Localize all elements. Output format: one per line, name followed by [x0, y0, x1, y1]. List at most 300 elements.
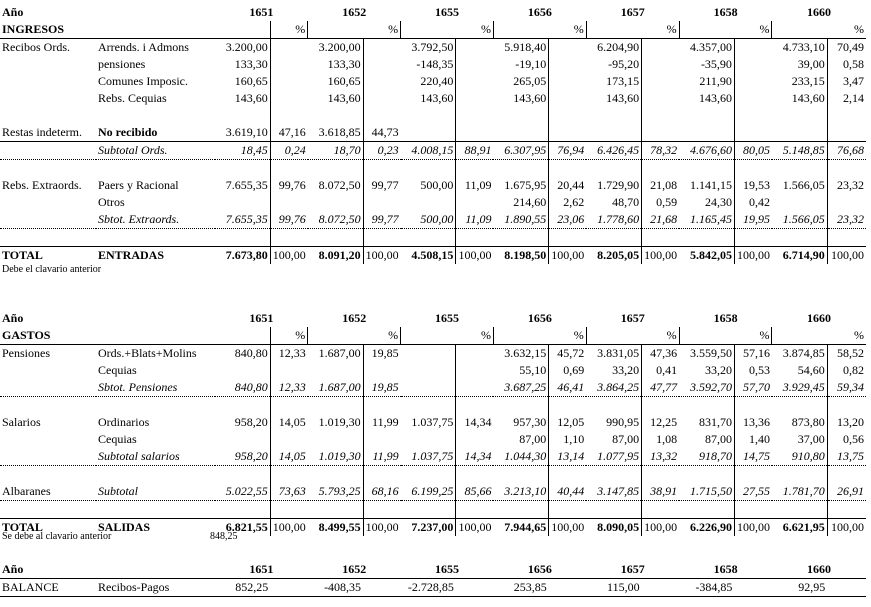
table-row: [0, 211, 866, 229]
balance-block: [0, 561, 866, 597]
pct-header: %: [363, 327, 401, 345]
gastos-note: Se debe al clavario anterior: [2, 531, 112, 542]
year-header: 1660: [806, 311, 831, 325]
percent-cell: 19,53: [734, 177, 772, 194]
amount-cell: 873,80: [791, 415, 825, 429]
percent-cell: [642, 466, 680, 484]
amount-cell: 5.842,05: [679, 247, 734, 265]
percent-cell: [363, 362, 401, 379]
percent-cell: 14,34: [456, 448, 494, 466]
amount-cell: [679, 160, 734, 178]
amount-cell: 214,60: [513, 195, 547, 209]
percent-cell: [363, 160, 401, 178]
row-label: Subtotal: [96, 483, 215, 501]
balance-year-row: [0, 561, 866, 579]
row-group-label: [0, 194, 96, 211]
amount-cell: 6.426,45: [586, 142, 641, 160]
percent-cell: [270, 160, 308, 178]
percent-cell: 88,91: [456, 142, 494, 160]
table-row: [0, 39, 866, 57]
amount-cell: [215, 107, 270, 124]
table-row: [0, 483, 866, 501]
percent-cell: 23,06: [549, 211, 587, 229]
percent-cell: [827, 501, 866, 519]
percent-cell: 0,59: [642, 194, 680, 211]
percent-cell: 14,05: [270, 414, 308, 431]
table-row: [0, 107, 866, 124]
percent-cell: 0,24: [270, 142, 308, 160]
amount-cell: 3.619,10: [215, 124, 270, 142]
amount-cell: 5.918,40: [504, 40, 547, 54]
percent-cell: [456, 90, 494, 107]
percent-cell: 19,95: [734, 211, 772, 229]
percent-cell: 19,85: [363, 345, 401, 363]
percent-cell: 23,32: [827, 177, 866, 194]
percent-cell: [363, 431, 401, 448]
amount-cell: 143,60: [420, 91, 454, 105]
amount-cell: 6.821,55: [215, 519, 270, 537]
table-row: [0, 397, 866, 415]
year-header: 1655: [435, 311, 460, 325]
amount-cell: 211,90: [699, 74, 732, 88]
percent-cell: 21,68: [642, 211, 680, 229]
percent-cell: [270, 397, 308, 415]
percent-cell: [456, 107, 494, 124]
percent-cell: [456, 160, 494, 178]
amount-cell: 1.044,30: [493, 448, 548, 466]
percent-cell: [270, 362, 308, 379]
percent-cell: 100,00: [456, 247, 494, 265]
table-row: [0, 56, 866, 73]
percent-cell: 0,23: [363, 142, 401, 160]
amount-cell: 3.592,70: [679, 379, 734, 397]
percent-cell: [827, 194, 866, 211]
percent-cell: [270, 39, 308, 57]
percent-cell: [642, 90, 680, 107]
table-row: [0, 431, 866, 448]
percent-cell: 13,32: [642, 448, 680, 466]
row-label: [96, 397, 215, 415]
amount-cell: 3.792,50: [411, 40, 454, 54]
amount-cell: 1.778,60: [586, 211, 641, 229]
percent-cell: [549, 501, 587, 519]
percent-cell: 100,00: [363, 247, 401, 265]
percent-cell: 100,00: [642, 519, 680, 537]
row-label: Comunes Imposic.: [97, 74, 188, 88]
amount-cell: [493, 160, 548, 178]
amount-cell: 87,00: [519, 432, 547, 446]
amount-cell: [772, 124, 827, 142]
row-group-label: [0, 56, 96, 73]
percent-cell: [734, 90, 772, 107]
balance-value: 253,85: [493, 579, 548, 597]
percent-cell: 14,75: [734, 448, 772, 466]
table-row: [0, 466, 866, 484]
pct-header: %: [642, 21, 680, 39]
amount-cell: 7.237,00: [401, 519, 456, 537]
table-row: [0, 448, 866, 466]
row-group-label: Pensiones: [2, 346, 50, 360]
percent-cell: 68,16: [363, 483, 401, 501]
amount-cell: [679, 124, 734, 142]
percent-cell: 100,00: [270, 519, 308, 537]
amount-cell: 840,80: [215, 379, 270, 397]
amount-cell: [679, 501, 734, 519]
row-group-label: [0, 379, 96, 397]
amount-cell: 3.632,15: [504, 346, 547, 360]
gastos-block: [0, 310, 866, 542]
amount-cell: [679, 466, 734, 484]
percent-cell: 40,44: [549, 483, 587, 501]
balance-row: [0, 579, 866, 597]
row-group-label: Albaranes: [0, 483, 96, 501]
percent-cell: 3,47: [827, 73, 866, 90]
gastos-section-row: [0, 327, 866, 345]
amount-cell: [493, 124, 548, 142]
percent-cell: 100,00: [270, 247, 308, 265]
pct-header: %: [827, 327, 866, 345]
percent-cell: 0,58: [827, 56, 866, 73]
percent-cell: [363, 90, 401, 107]
percent-cell: [363, 466, 401, 484]
percent-cell: 76,68: [827, 142, 866, 160]
percent-cell: [363, 194, 401, 211]
percent-cell: 12,05: [549, 414, 587, 431]
amount-cell: 87,00: [612, 432, 640, 446]
amount-cell: 1.729,90: [597, 178, 640, 192]
percent-cell: 78,32: [642, 142, 680, 160]
percent-cell: 27,55: [734, 483, 772, 501]
amount-cell: [679, 397, 734, 415]
amount-cell: [586, 397, 641, 415]
year-label: Año: [2, 5, 24, 19]
amount-cell: 55,10: [519, 363, 547, 377]
balance-label: BALANCE: [0, 579, 96, 597]
row-group-label: [0, 73, 96, 90]
row-label: Cequias: [97, 432, 137, 446]
row-label: Sbtot. Extraords.: [96, 211, 215, 229]
row-group-label: TOTAL: [0, 519, 96, 537]
percent-cell: [363, 39, 401, 57]
percent-cell: [549, 39, 587, 57]
row-label: Otros: [97, 195, 125, 209]
year-header: 1657: [620, 311, 645, 325]
amount-cell: [401, 160, 456, 178]
percent-cell: [827, 160, 866, 178]
pct-header: %: [456, 327, 494, 345]
amount-cell: [401, 362, 456, 379]
ingresos-block: [0, 4, 866, 275]
amount-cell: 958,20: [234, 415, 268, 429]
percent-cell: 0,42: [734, 194, 772, 211]
amount-cell: 910,80: [772, 448, 827, 466]
amount-cell: 831,70: [698, 415, 732, 429]
percent-cell: [734, 56, 772, 73]
amount-cell: 3.200,00: [225, 40, 268, 54]
amount-cell: [401, 229, 456, 247]
amount-cell: 8.091,20: [308, 247, 363, 265]
pct-header: %: [549, 327, 587, 345]
amount-cell: 4.008,15: [401, 142, 456, 160]
percent-cell: 0,41: [642, 362, 680, 379]
balance-value: 115,00: [586, 579, 641, 597]
pct-header: %: [734, 21, 772, 39]
amount-cell: 33,20: [612, 363, 640, 377]
year-header: 1658: [679, 561, 772, 579]
amount-cell: 160,65: [234, 74, 268, 88]
percent-cell: 100,00: [734, 247, 772, 265]
percent-cell: [270, 431, 308, 448]
row-label: Subtotal salarios: [96, 448, 215, 466]
percent-cell: [642, 229, 680, 247]
amount-cell: [586, 229, 641, 247]
amount-cell: 7.655,35: [225, 178, 268, 192]
percent-cell: 85,66: [456, 483, 494, 501]
percent-cell: 11,09: [456, 211, 494, 229]
row-group-label: [0, 362, 96, 379]
amount-cell: [215, 501, 270, 519]
amount-cell: [586, 124, 641, 142]
amount-cell: 5.148,85: [772, 142, 827, 160]
percent-cell: [549, 56, 587, 73]
amount-cell: -148,35: [416, 57, 454, 71]
amount-cell: 1.566,05: [782, 178, 825, 192]
ingresos-year-row: [0, 4, 866, 21]
row-group-label: [0, 211, 96, 229]
percent-cell: [642, 160, 680, 178]
amount-cell: 3.147,85: [586, 483, 641, 501]
section-title: INGRESOS: [0, 21, 96, 39]
amount-cell: 3.864,25: [586, 379, 641, 397]
row-label: Paers y Racional: [97, 178, 179, 192]
amount-cell: 143,60: [327, 91, 361, 105]
percent-cell: [363, 73, 401, 90]
amount-cell: 500,00: [420, 178, 454, 192]
row-group-label: [0, 229, 96, 247]
amount-cell: 1.781,70: [772, 483, 827, 501]
percent-cell: 13,36: [734, 414, 772, 431]
amount-cell: 6.307,95: [493, 142, 548, 160]
balance-value: -384,85: [679, 579, 734, 597]
year-header: 1652: [342, 5, 367, 19]
pct-header: %: [642, 327, 680, 345]
amount-cell: [215, 160, 270, 178]
amount-cell: 54,60: [797, 363, 825, 377]
amount-cell: 18,45: [215, 142, 270, 160]
percent-cell: 44,73: [363, 124, 401, 142]
percent-cell: 73,63: [270, 483, 308, 501]
percent-cell: 21,08: [642, 177, 680, 194]
amount-cell: 143,60: [791, 91, 825, 105]
percent-cell: 13,75: [827, 448, 866, 466]
row-group-label: [0, 501, 96, 519]
amount-cell: [401, 397, 456, 415]
amount-cell: [308, 229, 363, 247]
amount-cell: 918,70: [679, 448, 734, 466]
ingresos-table: [0, 4, 866, 264]
amount-cell: 990,95: [606, 415, 640, 429]
pct-header: %: [734, 327, 772, 345]
amount-cell: 1.566,05: [772, 211, 827, 229]
percent-cell: 1,08: [642, 431, 680, 448]
amount-cell: [308, 160, 363, 178]
percent-cell: 14,05: [270, 448, 308, 466]
percent-cell: 11,99: [363, 414, 401, 431]
percent-cell: [456, 39, 494, 57]
percent-cell: 100,00: [456, 519, 494, 537]
percent-cell: [734, 397, 772, 415]
percent-cell: 100,00: [734, 519, 772, 537]
balance-sub: Recibos-Pagos: [96, 579, 215, 597]
percent-cell: [827, 229, 866, 247]
pct-header: %: [456, 21, 494, 39]
percent-cell: [456, 431, 494, 448]
row-label: Subtotal Ords.: [96, 142, 215, 160]
percent-cell: 11,99: [363, 448, 401, 466]
year-label: Año: [0, 561, 96, 579]
percent-cell: 99,76: [270, 211, 308, 229]
amount-cell: 220,40: [420, 74, 454, 88]
amount-cell: 3.687,25: [493, 379, 548, 397]
amount-cell: 39,00: [797, 57, 825, 71]
row-group-label: [0, 142, 96, 160]
row-group-label: Restas indeterm.: [0, 124, 96, 142]
amount-cell: 8.499,55: [308, 519, 363, 537]
percent-cell: [642, 501, 680, 519]
amount-cell: 87,00: [704, 432, 732, 446]
amount-cell: 24,30: [704, 195, 732, 209]
amount-cell: 6.204,90: [597, 40, 640, 54]
amount-cell: 500,00: [401, 211, 456, 229]
balance-value: -408,35: [308, 579, 363, 597]
percent-cell: [549, 160, 587, 178]
percent-cell: [363, 229, 401, 247]
year-header: 1657: [586, 561, 679, 579]
amount-cell: 1.037,75: [411, 415, 454, 429]
percent-cell: [549, 466, 587, 484]
percent-cell: [734, 229, 772, 247]
amount-cell: 3.874,85: [782, 346, 825, 360]
amount-cell: [586, 466, 641, 484]
pct-header: %: [270, 21, 308, 39]
row-label: Cequias: [97, 363, 137, 377]
table-row: [0, 362, 866, 379]
amount-cell: 173,15: [606, 74, 640, 88]
amount-cell: 1.675,95: [504, 178, 547, 192]
percent-cell: [456, 466, 494, 484]
amount-cell: [215, 194, 270, 211]
percent-cell: 19,85: [363, 379, 401, 397]
row-group-label: Salarios: [2, 415, 41, 429]
percent-cell: [456, 56, 494, 73]
amount-cell: 1.141,15: [689, 178, 732, 192]
percent-cell: [549, 73, 587, 90]
percent-cell: 1,10: [549, 431, 587, 448]
percent-cell: 2,62: [549, 194, 587, 211]
table-row: [0, 247, 866, 265]
year-header: 1651: [249, 5, 274, 19]
percent-cell: [456, 124, 494, 142]
percent-cell: [270, 466, 308, 484]
percent-cell: 12,33: [270, 345, 308, 363]
percent-cell: 47,16: [270, 124, 308, 142]
table-row: [0, 90, 866, 107]
amount-cell: [308, 501, 363, 519]
percent-cell: 12,25: [642, 414, 680, 431]
percent-cell: 59,34: [827, 379, 866, 397]
year-label: Año: [2, 311, 24, 325]
amount-cell: [772, 466, 827, 484]
row-label: [96, 466, 215, 484]
amount-cell: 143,60: [513, 91, 547, 105]
row-label: Sbtot. Pensiones: [96, 379, 215, 397]
percent-cell: 20,44: [549, 177, 587, 194]
amount-cell: 7.944,65: [493, 519, 548, 537]
percent-cell: 99,77: [363, 177, 401, 194]
percent-cell: [642, 39, 680, 57]
amount-cell: [679, 107, 734, 124]
percent-cell: [734, 73, 772, 90]
percent-cell: [456, 397, 494, 415]
amount-cell: [215, 431, 270, 448]
amount-cell: 1.687,00: [318, 346, 361, 360]
percent-cell: [270, 73, 308, 90]
year-header: 1651: [215, 561, 308, 579]
amount-cell: 265,05: [513, 74, 547, 88]
amount-cell: 37,00: [797, 432, 825, 446]
row-label: [96, 501, 215, 519]
gastos-year-row: [0, 310, 866, 327]
amount-cell: [772, 107, 827, 124]
year-header: 1655: [401, 561, 494, 579]
amount-cell: [772, 229, 827, 247]
percent-cell: 0,56: [827, 431, 866, 448]
amount-cell: [493, 107, 548, 124]
percent-cell: 11,09: [456, 177, 494, 194]
year-header: 1655: [435, 5, 460, 19]
percent-cell: [363, 397, 401, 415]
amount-cell: 8.090,05: [586, 519, 641, 537]
row-group-label: [0, 397, 96, 415]
row-group-label: [0, 431, 96, 448]
percent-cell: [642, 56, 680, 73]
amount-cell: 143,60: [234, 91, 268, 105]
percent-cell: 100,00: [827, 519, 866, 537]
row-group-label: [0, 107, 96, 124]
percent-cell: 99,76: [270, 177, 308, 194]
percent-cell: 1,40: [734, 431, 772, 448]
year-header: 1652: [342, 311, 367, 325]
amount-cell: 7.673,80: [215, 247, 270, 265]
year-header: 1658: [713, 311, 738, 325]
percent-cell: [270, 229, 308, 247]
percent-cell: 0,53: [734, 362, 772, 379]
percent-cell: [549, 107, 587, 124]
percent-cell: 70,49: [827, 39, 866, 57]
percent-cell: [549, 397, 587, 415]
percent-cell: [827, 397, 866, 415]
row-label: [96, 229, 215, 247]
amount-cell: [401, 466, 456, 484]
amount-cell: 3.200,00: [318, 40, 361, 54]
pct-header: %: [549, 21, 587, 39]
percent-cell: [270, 501, 308, 519]
percent-cell: [363, 56, 401, 73]
percent-cell: [642, 107, 680, 124]
amount-cell: 6.621,95: [772, 519, 827, 537]
amount-cell: -35,90: [700, 57, 732, 71]
percent-cell: [642, 73, 680, 90]
